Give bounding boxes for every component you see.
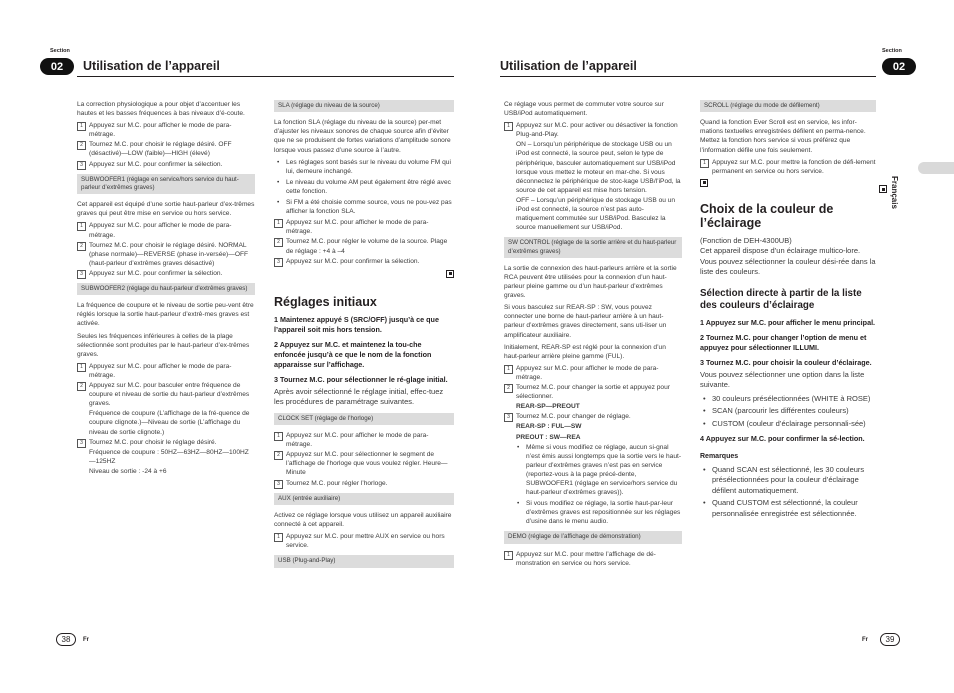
list-item: • CUSTOM (couleur d’éclairage personnali-sée) [700,419,876,430]
column-2 [274,100,454,574]
list-item: 1 Appuyez sur M.C. pour afficher le mode de para-métrage. [504,364,682,382]
list-item: 3 Tournez M.C. pour choisir le réglage désiré. [77,438,255,447]
section-label-left: Section [50,48,70,54]
end-mark-icon [879,185,887,193]
list-item: 3 Appuyez sur M.C. pour confirmer la sélection. [274,257,454,266]
list-item: • Quand SCAN est sélectionné, les 30 couleurs présélectionnées pour la couleur d’éclairage défilent automatiquement. [700,465,876,497]
list-item: 1 Appuyez sur M.C. pour mettre AUX en service ou hors service. [274,532,454,550]
sw-control-heading-bar: SW CONTROL (réglage de la sortie arrière et du haut-parleur d’extrêmes graves) [504,237,682,258]
step-2: 2 Tournez M.C. pour changer l’option de menu et appuyez pour sélectionner ILLUMI. [700,332,867,352]
sw-sequence-1: REAR-SP—PREOUT [516,403,580,411]
section-label-right: Section [882,48,902,54]
list-item: 1 Appuyez sur M.C. pour afficher le mode de para-métrage. [274,431,454,449]
list-item: 3 Appuyez sur M.C. pour confirmer la sélection. [77,160,255,169]
after-step-3: Vous pouvez sélectionner une option dans la liste suivante. [700,369,865,390]
list-item: 1 Appuyez sur M.C. pour afficher le mode de para-métrage. [274,218,454,236]
subwoofer2-para-1: La fréquence de coupure et le niveau de sortie peu-vent être réglés lorsque la sortie haut-parleur d’extrê-mes graves est activée. [77,302,254,328]
choix-intro: Cet appareil dispose d’un éclairage multico-lore. Vous pouvez sélectionner la couleur dési-rée dans la liste des couleurs. [700,246,876,277]
subwoofer1-heading-bar: SUBWOOFER1 (réglage en service/hors service du haut-parleur d’extrêmes graves) [77,174,255,195]
footer-lang-left: Fr [83,637,89,643]
list-item: • Les réglages sont basés sur le niveau du volume FM qui lui, demeure inchangé. [274,158,454,176]
subwoofer2-frequency: Fréquence de coupure : 50HZ—63HZ—80HZ—100HZ—125HZ [89,448,249,465]
list-item: 2 Tournez M.C. pour régler le volume de la source. Plage de réglage : +4 à –4 [274,237,454,255]
step-1: 1 Maintenez appuyé S (SRC/OFF) jusqu’à ce que l’appareil soit mis hors tension. [274,314,439,334]
header-rule-right [500,76,876,77]
list-item: 3 Tournez M.C. pour changer de réglage. [504,412,682,421]
header-title-left: Utilisation de l’appareil [83,59,220,73]
step-4: 4 Appuyez sur M.C. pour confirmer la sé-lection. [700,434,865,444]
page-number-right: 39 [880,633,900,646]
list-item: • Le niveau du volume AM peut également être réglé avec cette fonction. [274,178,454,196]
header-rule-left [77,76,454,77]
usb-intro: Ce réglage vous permet de commuter votre source sur USB/iPod automatiquement. [504,101,664,118]
footer-lang-right: Fr [862,637,868,643]
remarques-title: Remarques [700,453,739,461]
clock-set-heading-bar: CLOCK SET (réglage de l’horloge) [274,413,454,425]
page-number-left: 38 [56,633,76,646]
after-steps-text: Après avoir sélectionné le réglage initial, effec-tuez les procédures de paramétrage suivantes. [274,386,444,407]
list-item: • Si FM a été choisie comme source, vous ne pou-vez pas afficher la fonction SLA. [274,198,454,216]
column-4 [700,100,876,521]
sw-sequence-2: REAR-SP : FUL—SW [516,423,582,431]
section-number-badge-right: 02 [882,58,916,75]
list-item: 1 Appuyez sur M.C. pour activer ou désactiver la fonction Plug-and-Play. [504,121,682,139]
subwoofer2-para-2: Seules les fréquences inférieures à celles de la plage sélectionnée sont produites par le haut-parleur d’ex-trêmes graves. [77,332,250,358]
step-3: 3 Tournez M.C. pour sélectionner le ré-glage initial. [274,374,448,384]
aux-heading-bar: AUX (entrée auxiliaire) [274,493,454,505]
subwoofer2-note: Fréquence de coupure (L’affichage de la fré-quence de coupure clignote.)—Niveau de sortie (L’affichage du niveau de sortie clignote.) [89,410,250,436]
header-title-right: Utilisation de l’appareil [500,59,637,73]
sw-para-3: Initialement, REAR-SP est réglé pour la connexion d’un haut-parleur arrière pleine gamme (FUL). [504,343,666,360]
list-item: 3 Tournez M.C. pour régler l’horloge. [274,479,454,488]
step-3: 3 Tournez M.C. pour choisir la couleur d’éclairage. [700,357,872,367]
list-item: 1 Appuyez sur M.C. pour mettre l’affichage de dé-monstration en service ou hors service. [504,550,682,568]
loudness-intro: La correction physiologique a pour objet d’accentuer les hautes et les basses fréquences à bas niveaux d’é-coute. [77,101,245,118]
choix-model: (Fonction de DEH-4300UB) [700,235,792,245]
list-item: 2 Tournez M.C. pour changer la sortie et appuyez pour sélectionner. [504,383,682,401]
list-item: 3 Appuyez sur M.C. pour confirmer la sélection. [77,269,255,278]
sla-heading-bar: SLA (réglage du niveau de la source) [274,100,454,112]
usb-off-description: OFF – Lorsqu’un périphérique de stockage USB ou un iPod est connecté, la source n’est pas auto-matiquement commutée sur USB/iPod. Basculez la source manuellement sur USB/iPod. [516,196,676,232]
aux-intro: Activez ce réglage lorsque vous utilisez un appareil auxiliaire connecté à cet appareil. [274,511,452,529]
subwoofer1-intro: Cet appareil est équipé d’une sortie haut-parleur d’ex-trêmes graves qui peut être mise en service ou hors service. [77,201,255,218]
column-1 [77,100,255,477]
subwoofer2-heading-bar: SUBWOOFER2 (réglage du haut-parleur d’extrêmes graves) [77,283,255,295]
list-item: 2 Tournez M.C. pour choisir le réglage désiré. NORMAL (phase normale)—REVERSE (phase in-versée)—OFF (haut-parleur d’extrêmes graves désactivé) [77,241,255,268]
language-tab-label: Français [890,176,899,209]
selection-directe-title: Sélection directe à partir de la liste des couleurs d’éclairage [700,287,862,311]
usb-heading-bar: USB (Plug-and-Play) [274,555,454,567]
choix-couleur-title: Choix de la couleur de l’éclairage [700,201,834,230]
list-item: 2 Appuyez sur M.C. pour sélectionner le segment de l’affichage de l’horloge que vous voulez régler. Heure—Minute [274,450,454,477]
column-3 [504,100,682,569]
end-mark-icon [700,179,708,187]
list-item: • Quand CUSTOM est sélectionné, la couleur personnalisée enregistrée est sélectionnée. [700,498,876,519]
list-item: 1 Appuyez sur M.C. pour afficher le mode de para-métrage. [77,121,255,139]
usb-on-description: ON – Lorsqu’un périphérique de stockage USB ou un iPod est connecté, la source peut, selon le type de périphérique, basculer automatiquement sur USB/iPod lorsque vous mettez le moteur en mar-che. Si vous déconnectez le périphérique de stoc-kage USB/l’iPod, la source de cet appareil est mise hors tension. [516,141,681,194]
reglages-initiaux-title: Réglages initiaux [274,294,377,309]
scroll-heading-bar: SCROLL (réglage du mode de défilement) [700,100,876,112]
list-item: 1 Appuyez sur M.C. pour afficher le mode de para-métrage. [77,362,255,380]
language-side-tab [918,162,954,174]
section-number-badge-left: 02 [40,58,74,75]
scroll-intro: Quand la fonction Ever Scroll est en service, les infor-mations textuelles enregistrées défilent en perma-nence. Mettez la fonction hors service si vous préférez que l’information défile une fois seulement. [700,119,866,154]
list-item: • Si vous modifiez ce réglage, la sortie haut-par-leur d’extrêmes graves est repositionnée sur les réglages d’usine dans le menu audio. [514,499,682,526]
end-mark-icon [446,270,454,278]
list-item: • Même si vous modifiez ce réglage, aucun si-gnal n’est émis aussi longtemps que la sortie vers le haut-parleur d’extrêmes graves n’est pas en service (reportez-vous à la page précé-dente, SUBWOOFER1 (réglage en service/hors service du haut-parleur d’extrêmes graves)). [514,443,682,498]
sw-sequence-3: PREOUT : SW—REA [516,433,581,441]
list-item: • 30 couleurs présélectionnées (WHITE à ROSE) [700,394,876,405]
list-item: 2 Appuyez sur M.C. pour basculer entre fréquence de coupure et niveau de sortie du haut-parleur d’extrêmes graves. [77,381,255,408]
demo-heading-bar: DEMO (réglage de l’affichage de démonstration) [504,531,682,543]
sw-para-1: La sortie de connexion des haut-parleurs arrière et la sortie RCA peuvent être utilisées pour la connexion d’un haut-parleur pleine gamme ou d’un haut-parleur d’extrêmes graves. [504,264,677,300]
sla-intro: La fonction SLA (réglage du niveau de la source) per-met d’ajuster les niveaux sonores de chaque source afin d’éviter que ne se produisent de fortes variations d’amplitude sonore lorsque vous passez d’une source à l’autre. [274,119,451,154]
list-item: 2 Tournez M.C. pour choisir le réglage désiré. OFF (désactivé)—LOW (faible)—HIGH (élevé) [77,140,255,158]
sw-para-2: Si vous basculez sur REAR-SP : SW, vous pouvez connecter une borne de haut-parleur arrière à un haut-parleur d’extrêmes graves directement, sans uti-liser un amplificateur auxiliaire. [504,304,667,339]
step-1: 1 Appuyez sur M.C. pour afficher le menu principal. [700,317,876,327]
list-item: • SCAN (parcourir les différentes couleurs) [700,406,876,417]
step-2: 2 Appuyez sur M.C. et maintenez la tou-che enfoncée jusqu’à ce que le nom de la fonction apparaisse sur l’affichage. [274,339,432,369]
list-item: 1 Appuyez sur M.C. pour afficher le mode de para-métrage. [77,221,255,239]
list-item: 1 Appuyez sur M.C. pour mettre la fonction de défi-lement permanent en service ou hors service. [700,158,876,176]
subwoofer2-level: Niveau de sortie : -24 à +6 [89,467,167,475]
